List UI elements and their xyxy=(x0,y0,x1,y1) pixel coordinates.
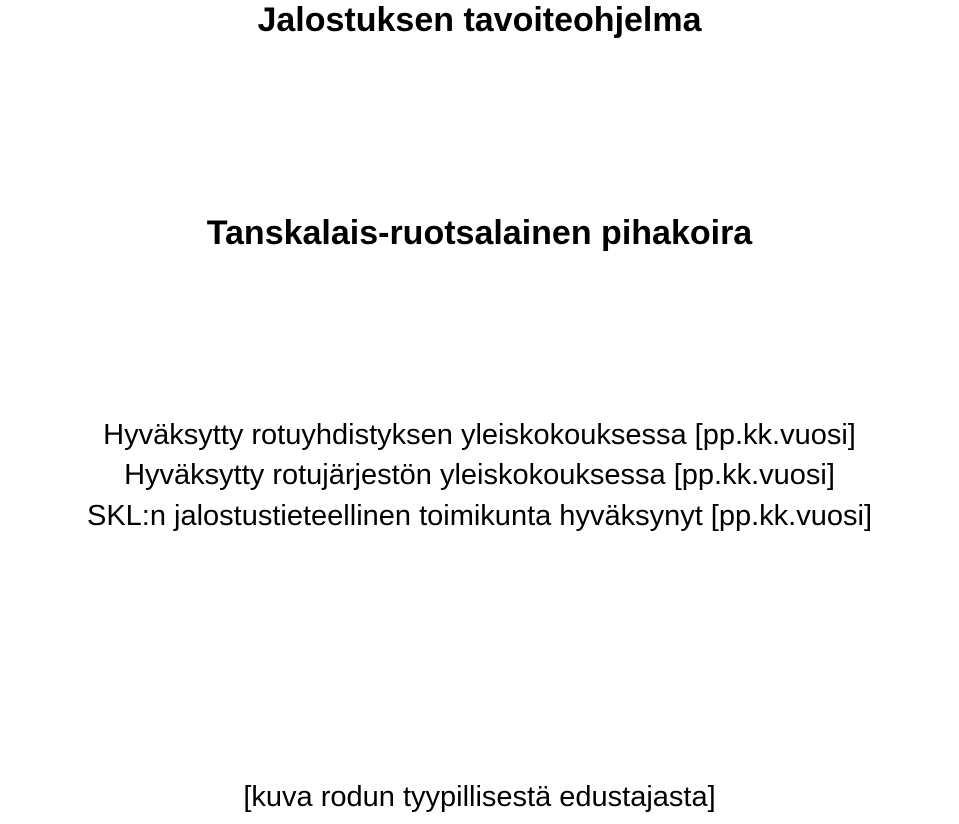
approval-line-skl-committee: SKL:n jalostustieteellinen toimikunta hyväksynyt [pp.kk.vuosi] xyxy=(86,500,872,532)
image-placeholder-caption: [kuva rodun tyypillisestä edustajasta] xyxy=(243,781,716,813)
breed-name-heading: Tanskalais-ruotsalainen pihakoira xyxy=(206,214,753,252)
approval-line-breed-organization: Hyväksytty rotujärjestön yleiskokouksessa [pp.kk.vuosi] xyxy=(124,459,835,491)
approval-line-breed-association: Hyväksytty rotuyhdistyksen yleiskokouksessa [pp.kk.vuosi] xyxy=(103,419,856,451)
document-title: Jalostuksen tavoiteohjelma xyxy=(257,1,702,39)
